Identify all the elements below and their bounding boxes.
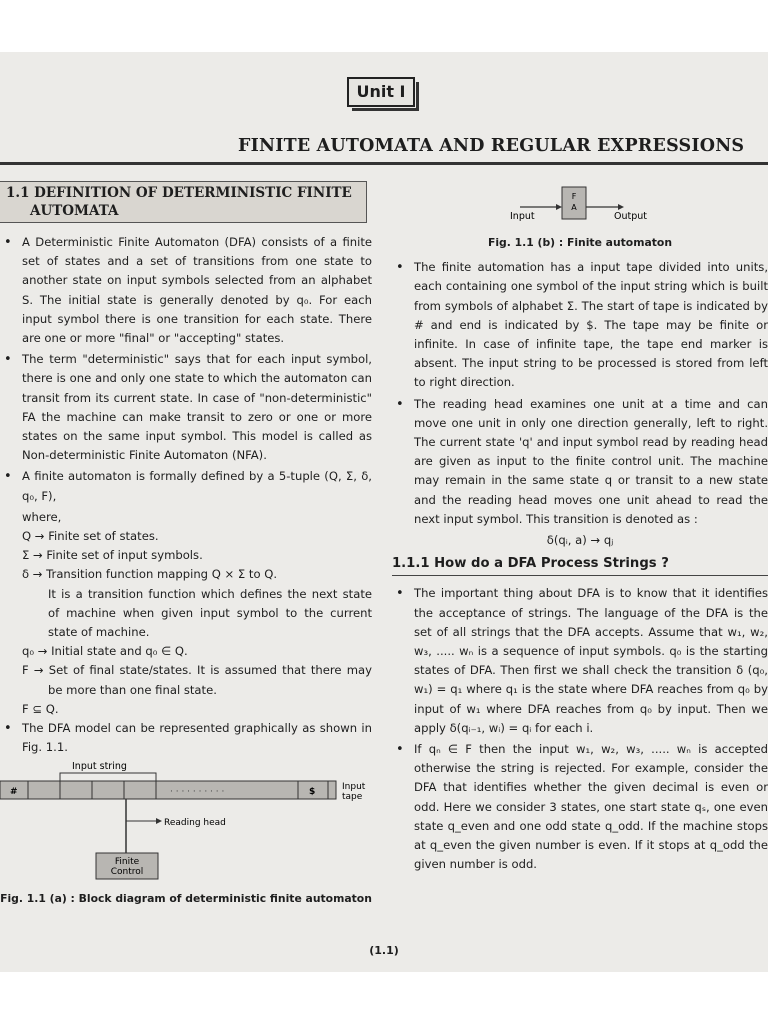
finite-control-label-2: Control xyxy=(110,867,144,878)
input-string-bracket xyxy=(60,773,156,781)
fa-letter-f: F xyxy=(571,192,577,201)
tape-start-marker: # xyxy=(10,787,18,798)
paragraph-reading-head: • The reading head examines one unit at a time and can move one unit in only one direction generally, left to right. The current state 'q' and input symbol read by reading head are given as input to the finite control unit. The machine may remain in the same state q or transit to a new state and the reading head moves one unit ahead to read the next input symbol. This transition is denoted as : xyxy=(392,395,768,529)
input-tape-label-1: Input xyxy=(342,782,366,793)
section-heading-line2: AUTOMATA xyxy=(30,203,119,219)
output-label: Output xyxy=(614,211,647,222)
input-label: Input xyxy=(510,211,535,222)
subsection-heading: 1.1.1 How do a DFA Process Strings ? xyxy=(392,554,768,576)
paragraph-deterministic-term: • The term "deterministic" says that for each input symbol, there is one and only one state to which the automaton can transit from its current state. In case of "non-deterministic" FA the machine can make transit to zero or one or more states on the same input symbol. This model is called as Non-deterministic Finite Automaton (NFA). xyxy=(0,350,372,465)
title-divider xyxy=(0,162,768,165)
paragraph-even-odd-example: • If qₙ ∈ F then the input w₁, w₂, w₃, ..... wₙ is accepted otherwise the string is rejected. For example, consider the DFA that identifies whether the given decimal is even or odd. Here we consider 3 states, one start state qₛ, one even state q_even and one odd state q_odd. If the machine stops at q_even the given number is even. If it stops at q_odd the given number is odd. xyxy=(392,740,768,874)
where-label: where, xyxy=(22,509,62,524)
unit-label: Unit I xyxy=(347,77,415,107)
section-heading-line1: 1.1 DEFINITION OF DETERMINISTIC FINITE xyxy=(6,185,352,201)
fa-letter-a: A xyxy=(571,203,577,212)
definition-delta-note: It is a transition function which defines the next state of machine when given input symbol to the current state of machine. xyxy=(48,586,372,640)
page-number: (1.1) xyxy=(369,944,399,957)
input-tape xyxy=(0,781,336,799)
transition-formula: δ(qᵢ, a) → qⱼ xyxy=(546,533,614,548)
definition-sigma: Σ → Finite set of input symbols. xyxy=(22,548,203,563)
section-heading xyxy=(0,181,367,223)
input-string-label: Input string xyxy=(72,761,127,773)
reading-head-label: Reading head xyxy=(164,818,226,829)
tape-end-marker: $ xyxy=(309,787,316,798)
chapter-title: FINITE AUTOMATA AND REGULAR EXPRESSIONS xyxy=(238,136,745,156)
definition-q0: q₀ → Initial state and q₀ ∈ Q. xyxy=(22,644,188,659)
paragraph-dfa-definition: • A Deterministic Finite Automaton (DFA) consists of a finite set of states and a set of transitions from one state to another state on input symbols selected from an alphabet S. The initial state is generally denoted by q₀. For each input symbol there is one transition for each state. There are one or more "final" or "accepting" states. xyxy=(0,233,372,348)
tape-dots: · · · · · · · · · · xyxy=(170,787,225,798)
f-subset-q: F ⊆ Q. xyxy=(22,701,59,716)
figure-caption-a: Fig. 1.1 (a) : Block diagram of deterministic finite automaton xyxy=(0,892,372,906)
document-page xyxy=(0,52,768,972)
block-diagram-figure xyxy=(0,759,372,887)
input-tape-label-2: tape xyxy=(342,792,363,803)
right-column xyxy=(392,177,768,877)
finite-automaton-figure xyxy=(392,177,768,227)
paragraph-dfa-acceptance: • The important thing about DFA is to know that it identifies the acceptance of strings. The language of the DFA is the set of all strings that the DFA accepts. Assume that w₁, w₂, w₃, ..... wₙ is a sequence of input symbols. q₀ is the starting states of DFA. Then first we shall check the transition δ (q₀, w₁) = q₁ where q₁ is the state where DFA reaches from q₀ by input of w₁ where DFA reaches from q₀ by input. Then we apply δ(qᵢ₋₁, wᵢ) = qᵢ for each i. xyxy=(392,584,768,738)
figure-caption-b: Fig. 1.1 (b) : Finite automaton xyxy=(487,236,673,249)
paragraph-five-tuple: • A finite automaton is formally defined by a 5-tuple (Q, Σ, δ, q₀, F), xyxy=(0,467,372,505)
definition-delta: δ → Transition function mapping Q × Σ to Q. xyxy=(22,567,278,582)
definition-q: Q → Finite set of states. xyxy=(22,529,159,544)
left-column xyxy=(0,177,372,913)
paragraph-input-tape: • The finite automation has a input tape divided into units, each containing one symbol of the input string which is built from symbols of alphabet Σ. The start of tape is indicated by # and end is indicated by $. The tape may be finite or infinite. In case of infinite tape, the tape end marker is absent. The input string to be processed is stored from left to right direction. xyxy=(392,258,768,392)
paragraph-dfa-model: • The DFA model can be represented graphically as shown in Fig. 1.1. xyxy=(0,719,372,757)
finite-control-label-1: Finite xyxy=(114,857,140,868)
definition-f: F → Set of final state/states. It is assumed that there may be more than one final state. xyxy=(22,663,372,697)
